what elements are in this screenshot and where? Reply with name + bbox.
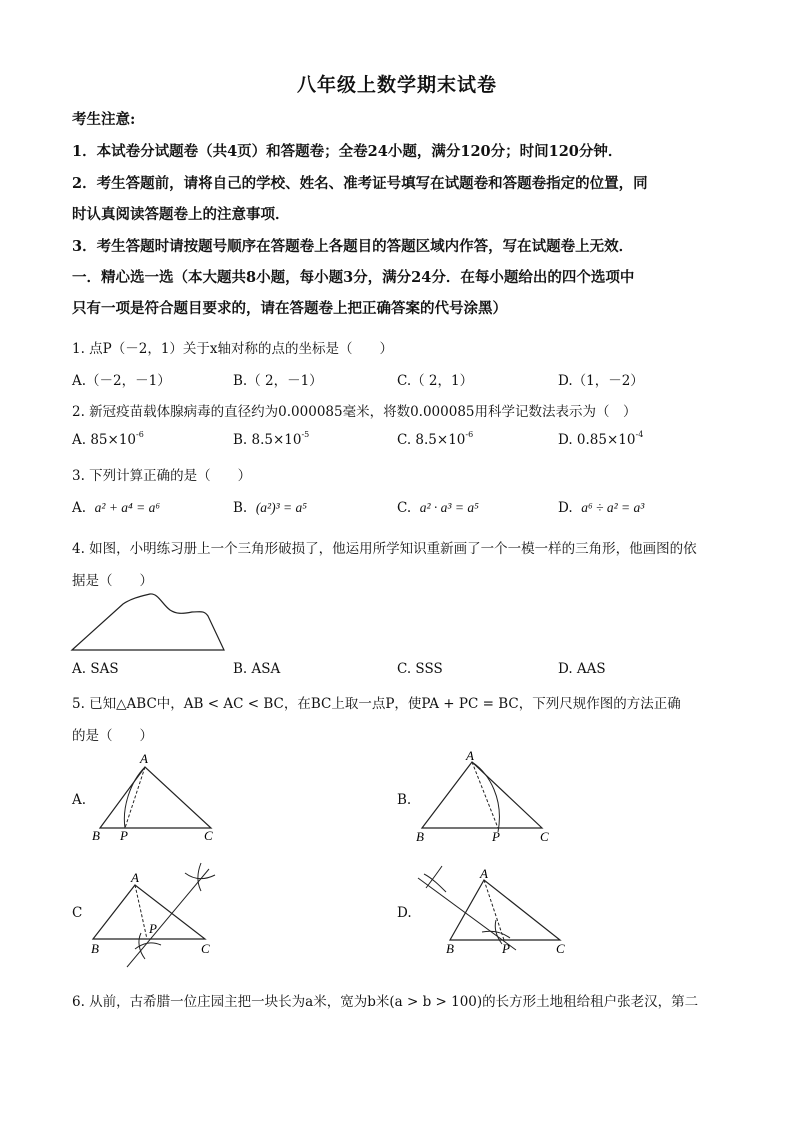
q6-stem: 6. 从前，古希腊一位庄园主把一块长为a米，宽为b米(a > b > 100)的长方形土地租给租户张老汉，第二 [72, 994, 699, 1010]
q5a-label-B: B [92, 828, 100, 843]
page-title: 八年级上数学期末试卷 [296, 74, 497, 96]
q5c-label-B: B [91, 941, 99, 956]
q5c-label-A: A [131, 870, 139, 885]
notice-item-1: 1．本试卷分试题卷（共4页）和答题卷；全卷24小题，满分120分；时间120分钟． [72, 143, 623, 160]
q5d-label-B: B [446, 941, 454, 956]
q5-option-b-label: B. [397, 792, 412, 808]
notice-item-2: 2．考生答题前，请将自己的学校、姓名、准考证号填写在试题卷和答题卷指定的位置，同 [72, 175, 648, 192]
q2-option-a: A. $85\times 10^{-6}$ [72, 430, 144, 448]
q3-stem: 3. 下列计算正确的是（ ） [72, 468, 252, 484]
q4-stem-cont: 据是（ ） [72, 573, 153, 589]
q3-option-b: B. (a²)³ = a⁵ [233, 500, 307, 516]
q5d-label-C: C [556, 941, 565, 956]
q4-option-b: B. ASA [233, 661, 281, 677]
q5-stem: 5. 已知△ABC中，AB < AC < BC，在BC上取一点P，使PA + PC = BC，下列尺规作图的方法正确 [72, 696, 681, 712]
q5-option-c-label: C [72, 905, 83, 921]
q5b-label-B: B [416, 829, 424, 844]
q2-option-d: D. $0.85\times 10^{-4}$ [558, 430, 644, 448]
q5-stem-cont: 的是（ ） [72, 728, 153, 744]
q4-option-c: C. SSS [397, 661, 443, 677]
q4-stem: 4. 如图，小明练习册上一个三角形破损了，他运用所学知识重新画了一个一模一样的三角形，他画图的依 [72, 541, 697, 557]
q1-option-d: D.（1，－2） [558, 373, 644, 389]
q2-option-c: C. $8.5\times 10^{-6}$ [397, 430, 474, 448]
q2-option-b: B. $8.5\times 10^{-5}$ [233, 430, 310, 448]
q5b-label-A: A [466, 750, 474, 763]
q4-option-d: D. AAS [558, 661, 606, 677]
q5a-label-P: P [120, 828, 128, 843]
notice-heading: 考生注意: [72, 111, 136, 128]
section-heading: 一．精心选一选（本大题共8小题，每小题3分，满分24分．在每小题给出的四个选项中 [72, 269, 635, 286]
q1-option-b: B.（ 2，－1） [233, 373, 323, 389]
q1-option-c: C.（ 2，1） [397, 373, 474, 389]
q4-broken-triangle-figure [70, 592, 230, 654]
q5d-label-P: P [502, 941, 510, 956]
q5a-label-C: C [204, 828, 213, 843]
notice-item-3: 3．考生答题时请按题号顺序在答题卷上各题目的答题区域内作答，写在试题卷上无效． [72, 238, 634, 255]
q3-option-d: D. a⁶ ÷ a² = a³ [558, 500, 645, 516]
q1-stem: 1. 点P（－2，1）关于x轴对称的点的坐标是（ ） [72, 341, 394, 357]
q5c-label-P: P [149, 921, 157, 936]
q2-stem: 2. 新冠疫苗载体腺病毒的直径约为0.000085毫米，将数0.000085用科学记数法表示为（ ） [72, 404, 637, 420]
q5-figure-b [412, 750, 562, 845]
section-heading-cont: 只有一项是符合题目要求的，请在答题卷上把正确答案的代号涂黑） [72, 300, 507, 317]
q5c-label-C: C [201, 941, 210, 956]
q5b-label-C: C [540, 829, 549, 844]
q5-figure-c [85, 855, 235, 975]
q5b-label-P: P [492, 829, 500, 844]
q4-option-a: A. SAS [72, 661, 119, 677]
q5a-label-A: A [140, 751, 148, 766]
q1-option-a: A.（－2，－1） [72, 373, 171, 389]
q5-figure-d [412, 860, 582, 960]
notice-item-2-cont: 时认真阅读答题卷上的注意事项． [72, 206, 290, 223]
q5-option-d-label: D. [397, 905, 412, 921]
q5-figure-a [88, 750, 223, 845]
q3-option-c: C. a² · a³ = a⁵ [397, 500, 479, 516]
q3-option-a: A. a² + a⁴ = a⁶ [72, 500, 161, 516]
q5d-label-A: A [480, 866, 488, 881]
q5-option-a-label: A. [72, 792, 87, 808]
